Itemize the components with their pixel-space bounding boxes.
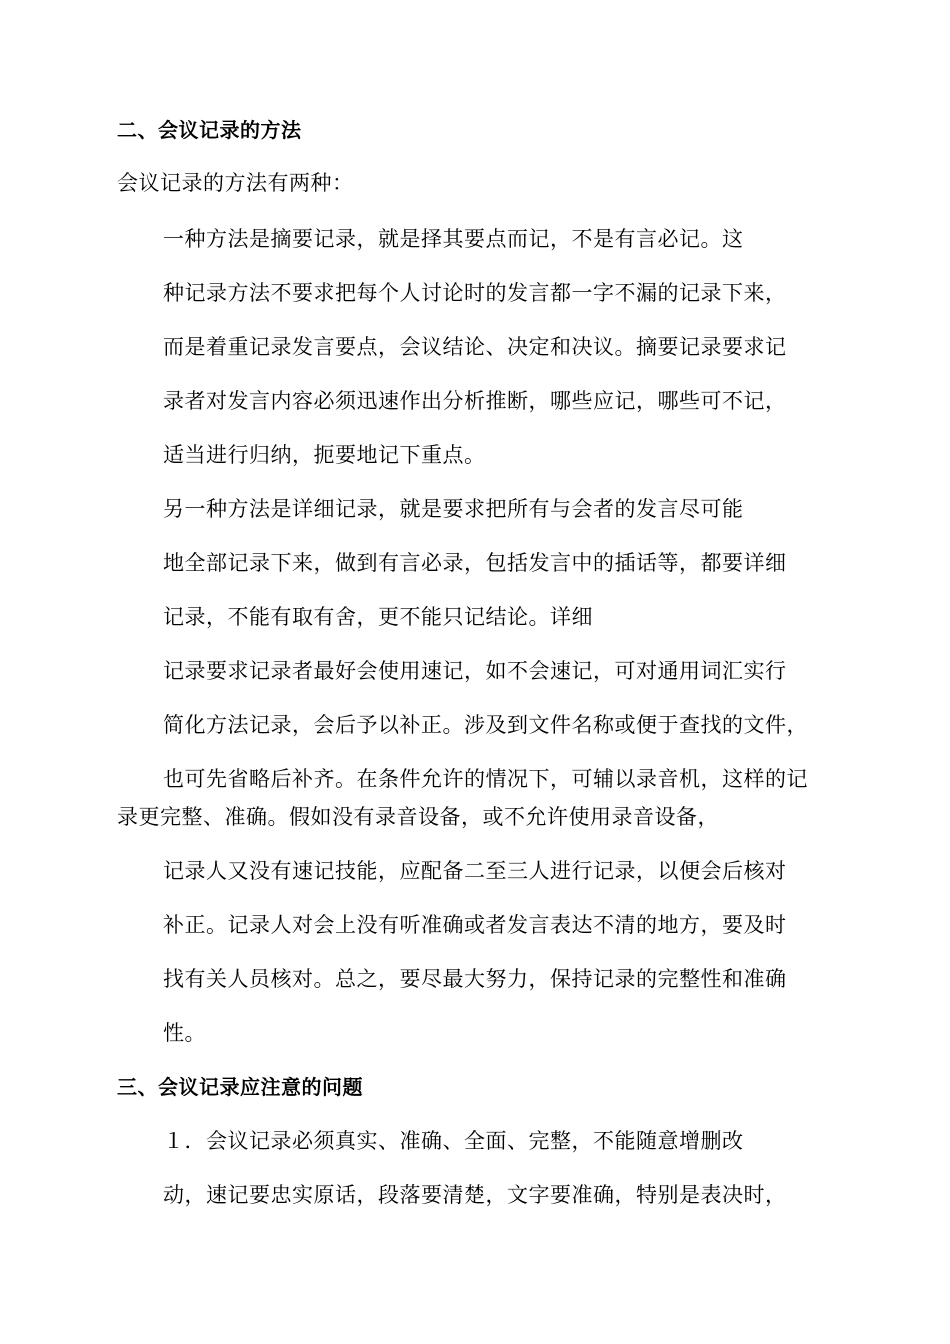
body-line: 录者对发言内容必须迅速作出分析推断，哪些应记，哪些可不记， (163, 389, 787, 413)
body-line: 记录，不能有取有舍，更不能只记结论。详细 (163, 605, 593, 629)
body-line: 种记录方法不要求把每个人讨论时的发言都一字不漏的记录下来， (163, 281, 787, 305)
body-line: 记录人又没有速记技能，应配备二至三人进行记录，以便会后核对 (163, 859, 787, 883)
body-line: 另一种方法是详细记录，就是要求把所有与会者的发言尽可能 (163, 497, 744, 521)
section-heading-issues: 三、会议记录应注意的问题 (117, 1075, 363, 1099)
body-line: 适当进行归纳，扼要地记下重点。 (163, 443, 486, 467)
body-line: 也可先省略后补齐。在条件允许的情况下，可辅以录音机，这样的记 (163, 767, 808, 791)
body-line: 补正。记录人对会上没有听准确或者发言表达不清的地方，要及时 (163, 913, 787, 937)
body-line: 简化方法记录，会后予以补正。涉及到文件名称或便于查找的文件， (163, 713, 808, 737)
section-heading-methods: 二、会议记录的方法 (117, 118, 302, 142)
list-item-line: 动，速记要忠实原话，段落要清楚，文字要准确，特别是表决时， (163, 1183, 787, 1207)
body-line: 而是着重记录发言要点，会议结论、决定和决议。摘要记录要求记 (163, 335, 787, 359)
list-item-line: １．会议记录必须真实、准确、全面、完整，不能随意增删改 (163, 1129, 744, 1153)
body-line: 录更完整、准确。假如没有录音设备，或不允许使用录音设备， (117, 805, 719, 829)
body-line: 记录要求记录者最好会使用速记，如不会速记，可对通用词汇实行 (163, 659, 787, 683)
body-line: 性。 (163, 1021, 206, 1045)
intro-text: 会议记录的方法有两种： (117, 171, 354, 195)
body-line: 一种方法是摘要记录，就是择其要点而记，不是有言必记。这 (163, 227, 744, 251)
body-line: 找有关人员核对。总之，要尽最大努力，保持记录的完整性和准确 (163, 967, 787, 991)
body-line: 地全部记录下来，做到有言必录，包括发言中的插话等，都要详细 (163, 551, 787, 575)
